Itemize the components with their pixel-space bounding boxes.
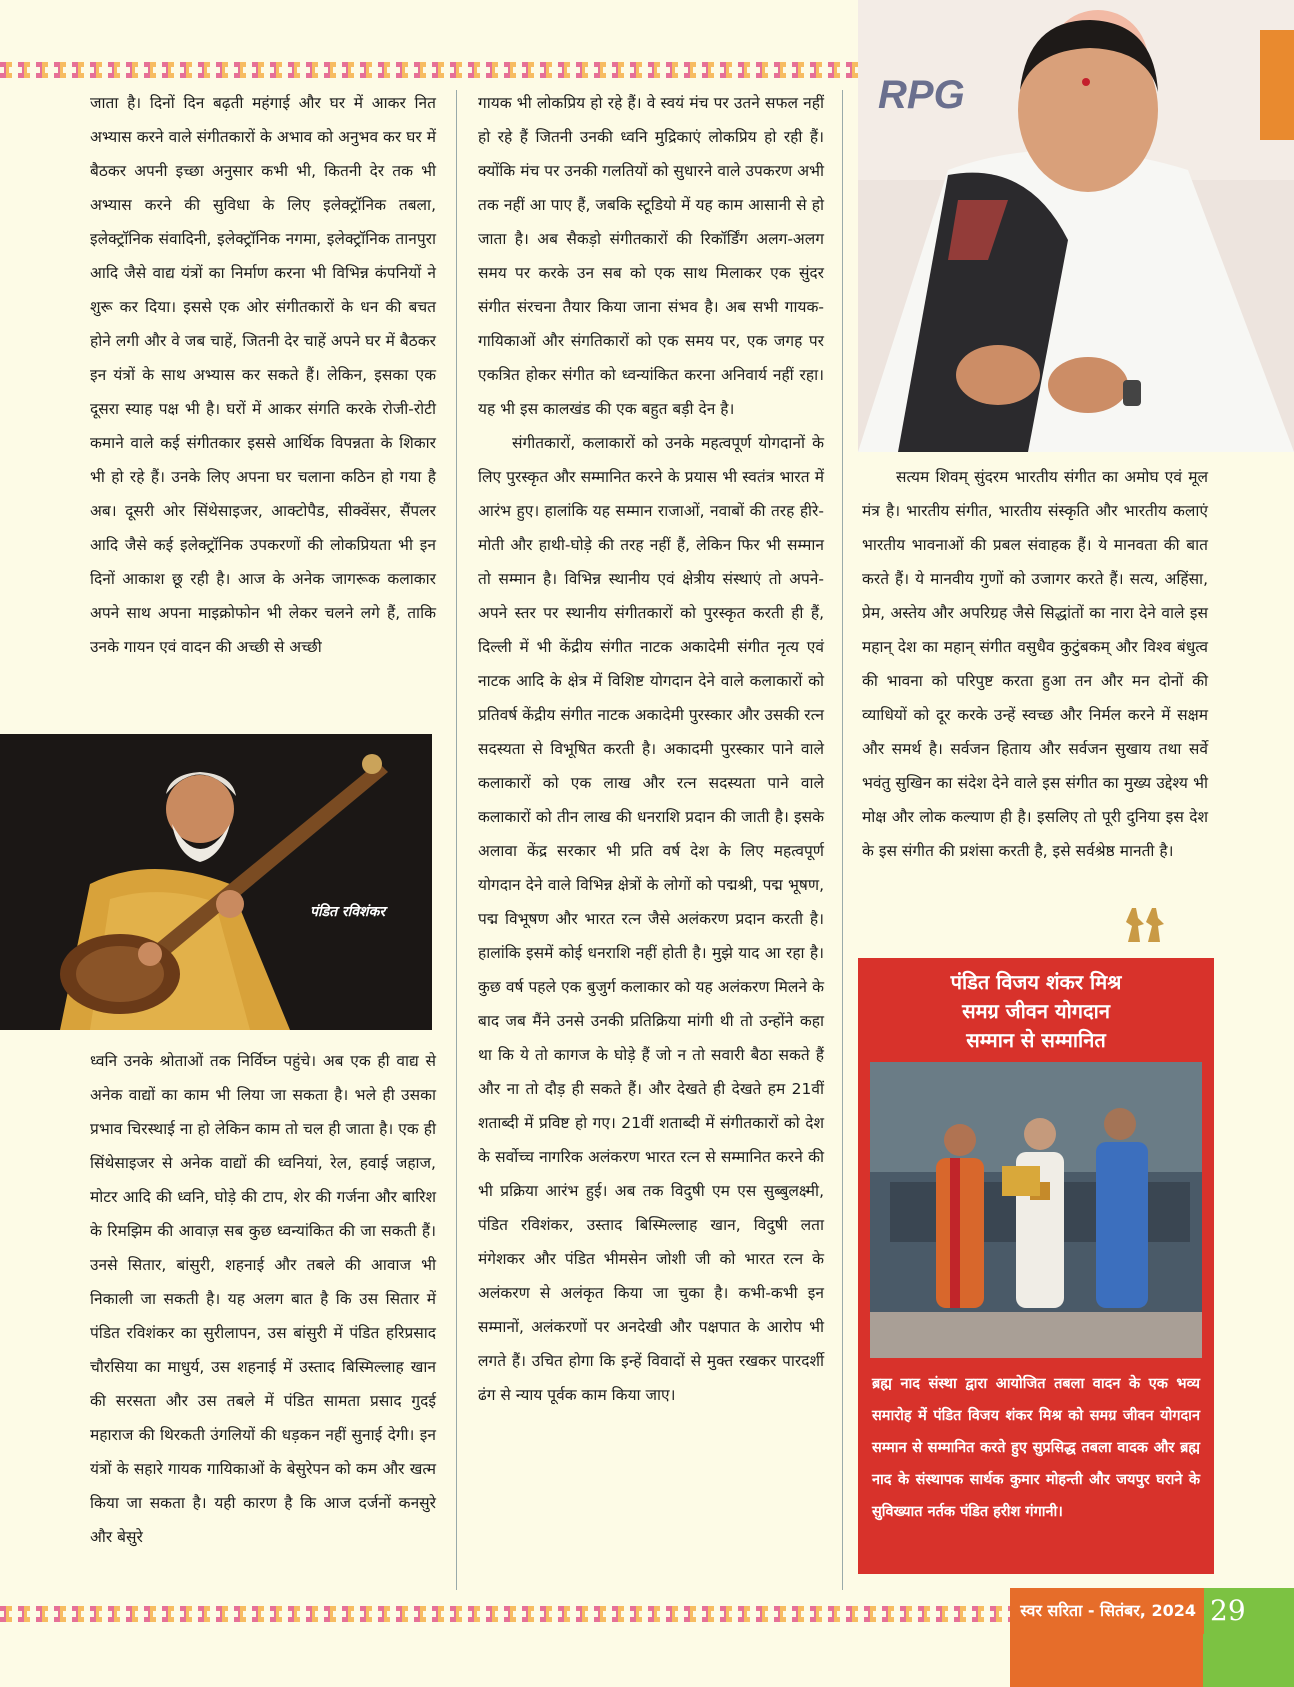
footer-color-strip <box>1010 1634 1294 1687</box>
dancer-ornament-icon <box>1122 904 1166 944</box>
award-caption: ब्रह्म नाद संस्था द्वारा आयोजित तबला वादन के एक भव्य समारोह में पंडित विजय शंकर मिश्र को समग्र जीवन योगदान सम्मान से सम्मानित करते हुए सुप्रसिद्ध तबला वादक और ब्रह्म नाद के संस्थापक सार्थक कुमार मोहन्ती और जयपुर घराने के सुविख्यात नर्तक पंडित हरीश गंगानी। <box>872 1376 1200 1520</box>
lata-mangeshkar-illustration <box>858 0 1294 452</box>
award-box <box>858 958 1214 1574</box>
column-1-bottom-text <box>90 1044 436 1554</box>
col1-top-paragraph: जाता है। दिनों दिन बढ़ती महंगाई और घर में आकर नित अभ्यास करने वाले संगीतकारों के अभाव को अनुभव कर घर में बैठकर अपनी इच्छा अनुसार कभी भी, कितनी देर तक भी अभ्यास करने की सुविधा के लिए इलेक्ट्रॉनिक तबला, इलेक्ट्रॉनिक संवादिनी, इलेक्ट्रॉनिक नगमा, इलेक्ट्रॉनिक तानपुरा आदि जैसे वाद्य यंत्रों का निर्माण करना भी विभिन्न कंपनियों ने शुरू कर दिया। इससे एक ओर संगीतकारों के धन की बचत होने लगी और वे जब चाहें, जितनी देर चाहें अपने घर में बैठकर इन यंत्रों के साथ अभ्यास कर सकते हैं। लेकिन, इसका एक दूसरा स्याह पक्ष भी है। घरों में आकर संगति करके रोजी-रोटी कमाने वाले कई संगीतकार इससे आर्थिक विपन्नता के शिकार भी हो रहे हैं। उनके लिए अपना घर चलाना कठिन हो गया है अब। दूसरी ओर सिंथेसाइजर, आक्टोपैड, सीक्वेंसर, सैंपलर आदि जैसे कई इलेक्ट्रॉनिक उपकरणों की लोकप्रियता भी इन दिनों आकाश छू रही है। आज के अनेक जागरूक कलाकार अपने साथ अपना माइक्रोफोन भी लेकर चलने लगे हैं, ताकि उनके गायन एवं वादन की अच्छी से अच्छी <box>90 94 436 656</box>
photo-lata-mangeshkar <box>858 0 1294 452</box>
award-ceremony-illustration <box>870 1062 1202 1358</box>
award-ceremony-photo <box>870 1062 1202 1358</box>
col2-paragraph-2: संगीतकारों, कलाकारों को उनके महत्वपूर्ण योगदानों के लिए पुरस्कृत और सम्मानित करने के प्रयास भी स्वतंत्र भारत में आरंभ हुए। हालांकि यह सम्मान राजाओं, नवाबों की तरह हीरे-मोती और हाथी-घोड़े की तरह नहीं हैं, लेकिन फिर भी सम्मान तो सम्मान है। विभिन्न स्थानीय एवं क्षेत्रीय संस्थाएं तो अपने-अपने स्तर पर स्थानीय संगीतकारों को पुरस्कृत करती ही हैं, दिल्ली में भी केंद्रीय संगीत नाटक अकादेमी संगीत नृत्य एवं नाटक आदि के क्षेत्र में विशिष्ट योगदान देने वाले कलाकारों को प्रतिवर्ष केंद्रीय संगीत नाटक अकादेमी पुरस्कार और उसकी रत्न सदस्यता से विभूषित करती है। अकादमी पुरस्कार पाने वाले कलाकारों को एक लाख और रत्न सदस्यता पाने वाले कलाकारों को तीन लाख की धनराशि प्रदान की जाती है। इसके अलावा केंद्र सरकार भी प्रति वर्ष देश के लिए महत्वपूर्ण योगदान देने वाले विभिन्न क्षेत्रों के लोगों को पद्मश्री, पद्म भूषण, पद्म विभूषण और भारत रत्न जैसे अलंकरण प्रदान करती है। हालांकि इसमें कोई धनराशि नहीं होती है। मुझे याद आ रहा है। कुछ वर्ष पहले एक बुजुर्ग कलाकार को यह अलंकरण मिलने के बाद जब मैंने उनसे उनकी प्रतिक्रिया मांगी थी तो उन्होंने कहा था कि ये तो कागज के घोड़े हैं जो न तो सवारी बैठा सकते हैं और ना तो दौड़ ही सकते हैं। और देखते ही देखते हम 21वीं शताब्दी में प्रविष्ट हो गए। 21वीं शताब्दी में संगीतकारों को देश के सर्वोच्च नागरिक अलंकरण भारत रत्न से सम्मानित करने की भी प्रक्रिया आरंभ हुई। अब तक विदुषी एम एस सुब्बुलक्ष्मी, पंडित रविशंकर, उस्ताद बिस्मिल्लाह खान, विदुषी लता मंगेशकर और पंडित भीमसेन जोशी जी को भारत रत्न के अलंकरण से अलंकृत किया जा चुका है। कभी-कभी इन सम्मानों, अलंकरणों पर अनदेखी और पक्षपात के आरोप भी लगते हैं। उचित होगा कि इन्हें विवादों से मुक्त रखकर पारदर्शी ढंग से न्याय पूर्वक काम किया जाए। <box>478 434 824 1404</box>
ravi-shankar-illustration <box>0 734 432 1030</box>
decorative-border-bottom <box>0 1606 1010 1622</box>
photo-ravi-shankar <box>0 734 432 1030</box>
award-title-line-3: सम्मान से सम्मानित <box>966 1028 1106 1052</box>
award-title <box>870 968 1202 1055</box>
award-title-line-2: समग्र जीवन योगदान <box>962 999 1110 1023</box>
photo-caption-ravi-shankar: पंडित रविशंकर <box>310 904 386 920</box>
decorative-border-top <box>0 62 860 78</box>
col3-paragraph: सत्यम शिवम् सुंदरम भारतीय संगीत का अमोघ एवं मूल मंत्र है। भारतीय संगीत, भारतीय संस्कृति और भारतीय कलाएं भारतीय भावनाओं की प्रबल संवाहक हैं। ये मानवता की बात करते हैं। ये मानवीय गुणों को उजागर करते हैं। सत्य, अहिंसा, प्रेम, अस्तेय और अपरिग्रह जैसे सिद्धांतों का नारा देने वाले इस महान् देश का महान् संगीत वसुधैव कुटुंबकम् और विश्व बंधुत्व की भावना को परिपुष्ट करता हुआ तन और मन दोनों की व्याधियों को दूर करके उन्हें स्वच्छ और निर्मल करने में सक्षम और समर्थ है। सर्वजन हिताय और सर्वजन सुखाय तथा सर्वे भवंतु सुखिन का संदेश देने वाले इस संगीत का मुख्य उद्देश्य भी मोक्ष और लोक कल्याण ही है। इसलिए तो पूरी दुनिया इस देश के इस संगीत की प्रशंसा करती है, इसे सर्वश्रेष्ठ मानती है। <box>862 468 1208 860</box>
rpg-logo-text: RPG <box>878 73 965 117</box>
col1-bottom-paragraph: ध्वनि उनके श्रोताओं तक निर्विघ्न पहुंचे। अब एक ही वाद्य से अनेक वाद्यों का काम भी लिया जा सकता है। भले ही उसका प्रभाव चिरस्थाई ना हो लेकिन काम तो चल ही जाता है। एक ही सिंथेसाइजर से अनेक वाद्यों की ध्वनियां, रेल, हवाई जहाज, मोटर आदि की ध्वनि, घोड़े की टाप, शेर की गर्जना और बारिश के रिमझिम की आवाज़ सब कुछ ध्वन्यांकित की जा सकती हैं। उनसे सितार, बांसुरी, शहनाई और तबले की आवाज भी निकाली जा सकती है। यह अलग बात है कि उस सितार में पंडित रविशंकर का सुरीलापन, उस बांसुरी में पंडित हरिप्रसाद चौरसिया का माधुर्य, उस शहनाई में उस्ताद बिस्मिल्लाह खान की सरसता और उस तबले में पंडित सामता प्रसाद गुदई महाराज की थिरकती उंगलियों की धड़कन नहीं सुनाई देगी। इन यंत्रों के सहारे गायक गायिकाओं के बेसुरेपन को कम और खत्म किया जा सकता है। यही कारण है कि आज दर्जनों कनसुरे और बेसुरे <box>90 1052 436 1546</box>
award-title-line-1: पंडित विजय शंकर मिश्र <box>950 970 1122 994</box>
column-divider-1 <box>456 90 457 1590</box>
column-3-text <box>862 460 1208 868</box>
column-divider-2 <box>842 90 843 1590</box>
column-2-text <box>478 86 824 1412</box>
footer-page-number: 29 <box>1204 1588 1294 1634</box>
column-1-top-text <box>90 86 436 664</box>
col2-paragraph-1: गायक भी लोकप्रिय हो रहे हैं। वे स्वयं मंच पर उतने सफल नहीं हो रहे हैं जितनी उनकी ध्वनि मुद्रिकाएं लोकप्रिय हो रही हैं। क्योंकि मंच पर उनकी गलतियों को सुधारने वाले उपकरण अभी तक नहीं आ पाए हैं, जबकि स्टूडियो में यह काम आसानी से हो जाता है। अब सैकड़ो संगीतकारों की रिकॉर्डिंग अलग-अलग समय पर करके उन सब को एक साथ मिलाकर एक सुंदर संगीत संरचना तैयार किया जाना संभव है। अब सभी गायक-गायिकाओं और संगतिकारों को एक समय पर, एक जगह पर एकत्रित होकर संगीत को ध्वन्यांकित करना अनिवार्य नहीं रहा। यह भी इस कालखंड की एक बहुत बड़ी देन है। <box>478 94 824 418</box>
footer-magazine-title: स्वर सरिता - सितंबर, 2024 <box>1010 1588 1204 1634</box>
